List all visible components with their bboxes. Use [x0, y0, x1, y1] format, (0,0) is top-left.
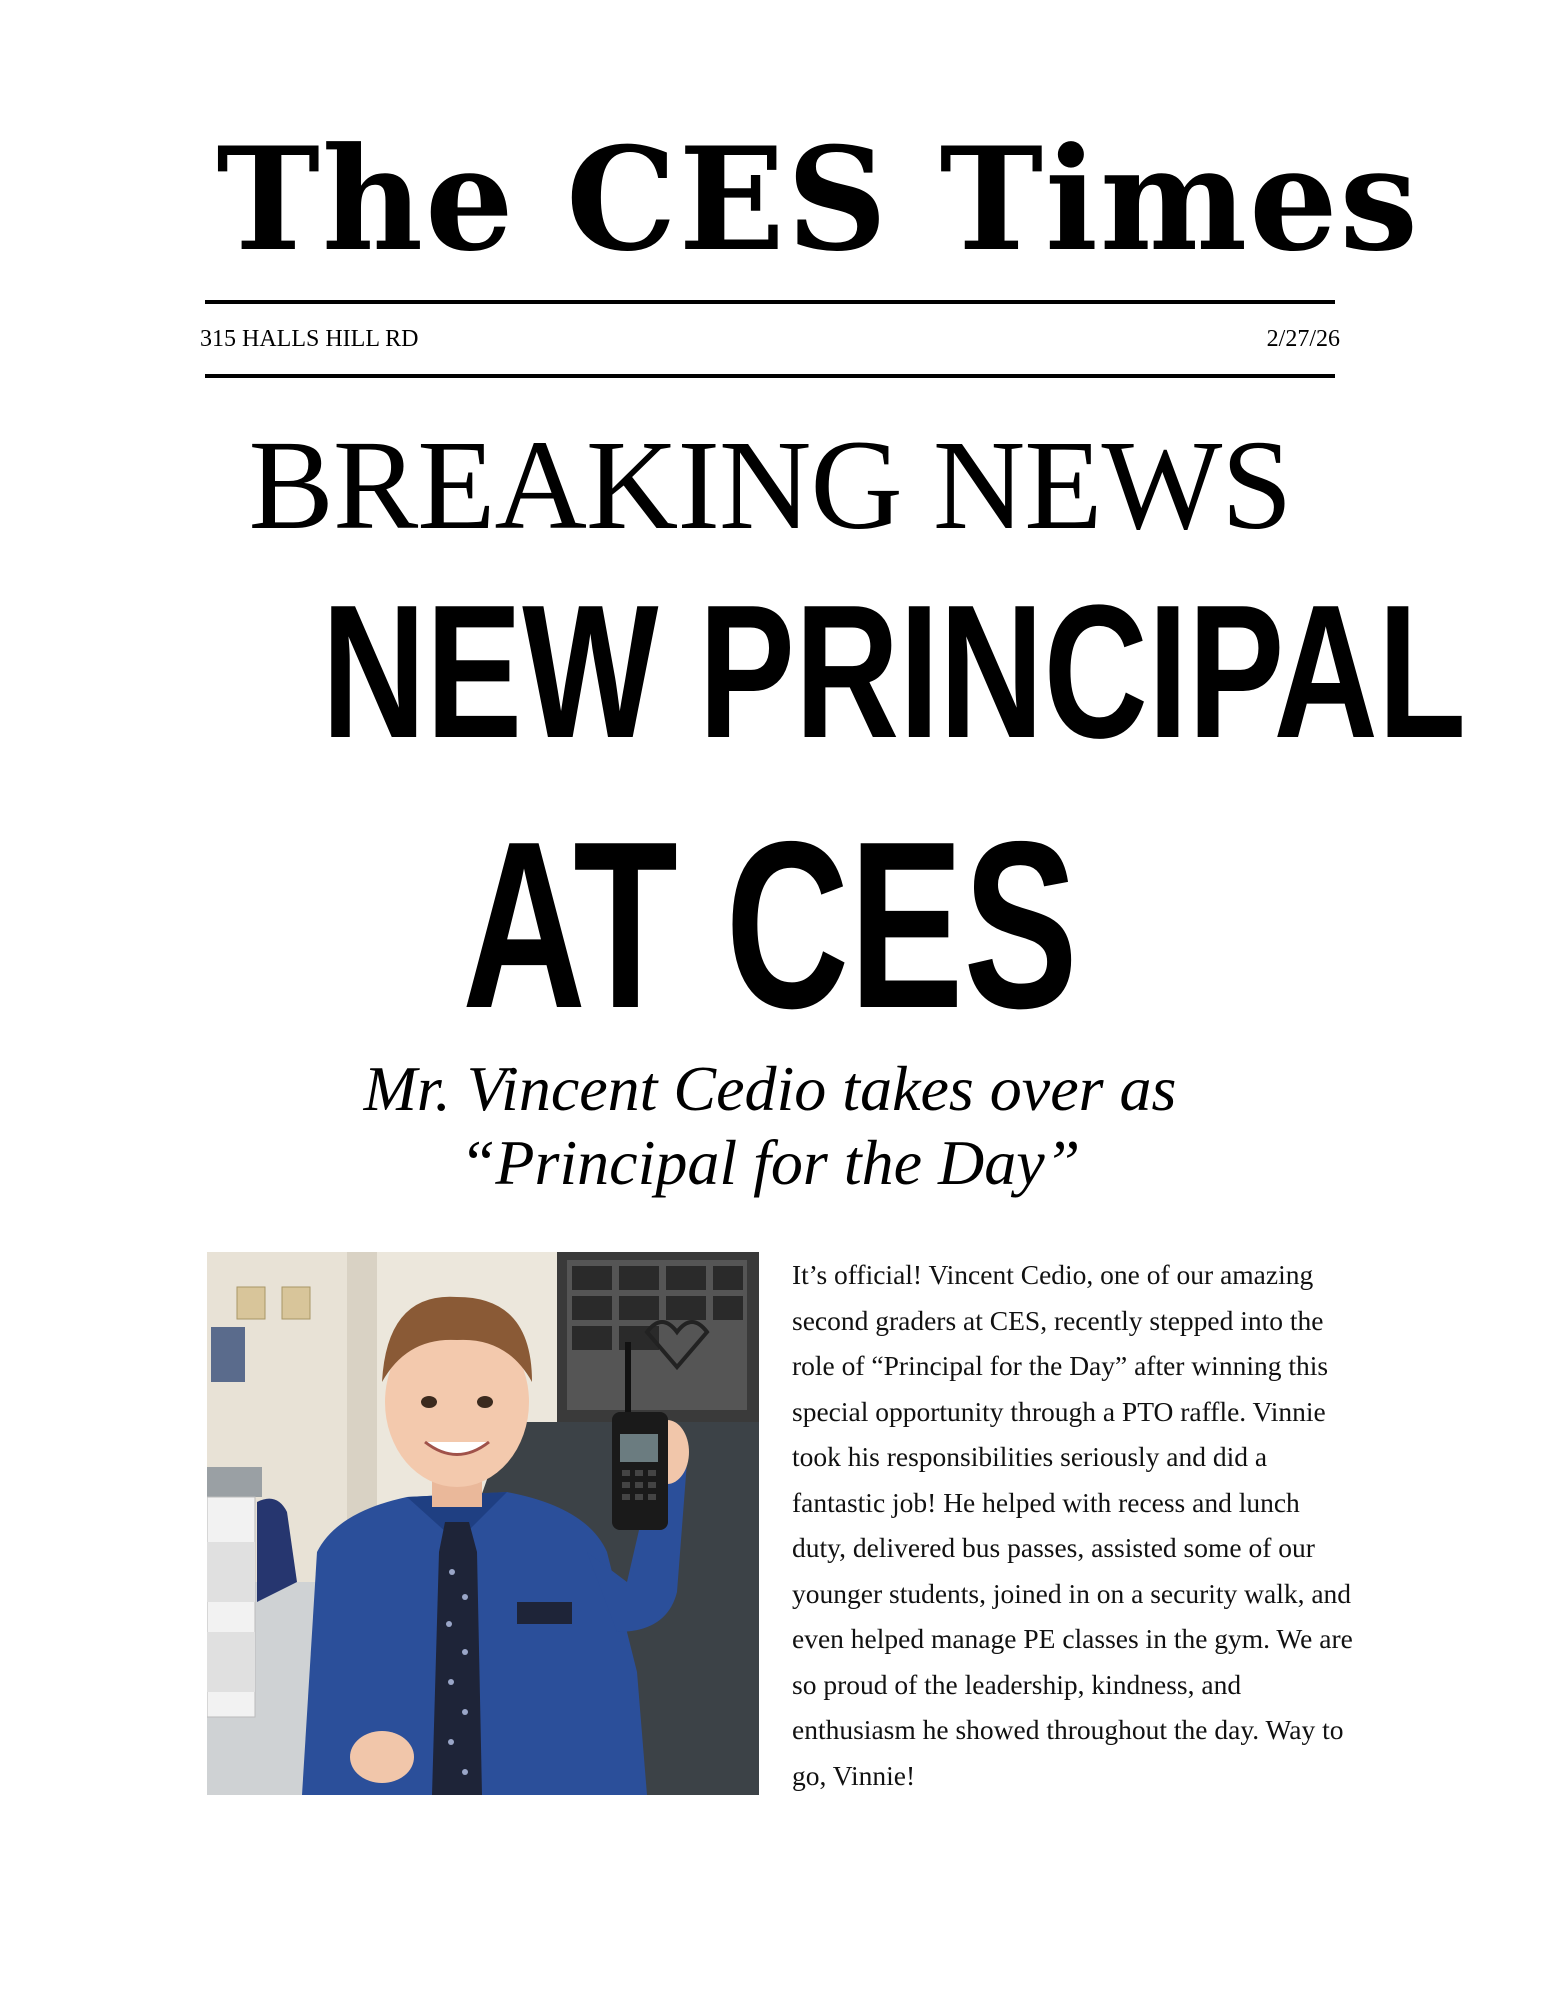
- article-line: special opportunity through a PTO raffle. Vinnie: [792, 1395, 1326, 1427]
- student-photo: [207, 1252, 759, 1795]
- headline-line-1: NEW PRINCIPAL: [321, 566, 1467, 778]
- article-line: younger students, joined in on a security walk, and: [792, 1577, 1352, 1609]
- headline-line-2: AT CES: [462, 793, 1078, 1058]
- subheadline-line-1: Mr. Vincent Cedio takes over as: [363, 1053, 1177, 1124]
- photo-illustration: [207, 1252, 759, 1795]
- article-line: so proud of the leadership, kindness, and: [792, 1668, 1242, 1700]
- breaking-news-kicker: BREAKING NEWS: [248, 414, 1292, 556]
- article-line: enthusiasm he showed throughout the day. Way to: [792, 1714, 1344, 1745]
- dateline: [200, 322, 1340, 356]
- address-text: 315 HALLS HILL RD: [200, 326, 419, 352]
- subheadline-line-2: “Principal for the Day”: [459, 1127, 1081, 1198]
- article-body: [792, 1252, 1468, 1798]
- article-line: duty, delivered bus passes, assisted some of our: [792, 1532, 1315, 1563]
- article-line: role of “Principal for the Day” after winning this: [792, 1350, 1329, 1381]
- article-line: took his responsibilities seriously and did a: [792, 1441, 1268, 1472]
- subheadline: [180, 1052, 1360, 1200]
- masthead-rule-bottom: [205, 374, 1335, 378]
- article-line: fantastic job! He helped with recess and lunch: [792, 1486, 1300, 1518]
- date-text: 2/27/26: [1266, 326, 1340, 352]
- article-line: go, Vinnie!: [792, 1759, 916, 1791]
- article-line: second graders at CES, recently stepped into the: [792, 1304, 1324, 1336]
- article-line: even helped manage PE classes in the gym. We are: [792, 1623, 1353, 1654]
- masthead-title: The CES Times: [216, 117, 1420, 283]
- masthead-rule-top: [205, 300, 1335, 304]
- article-line: It’s official! Vincent Cedio, one of our amazing: [792, 1259, 1314, 1290]
